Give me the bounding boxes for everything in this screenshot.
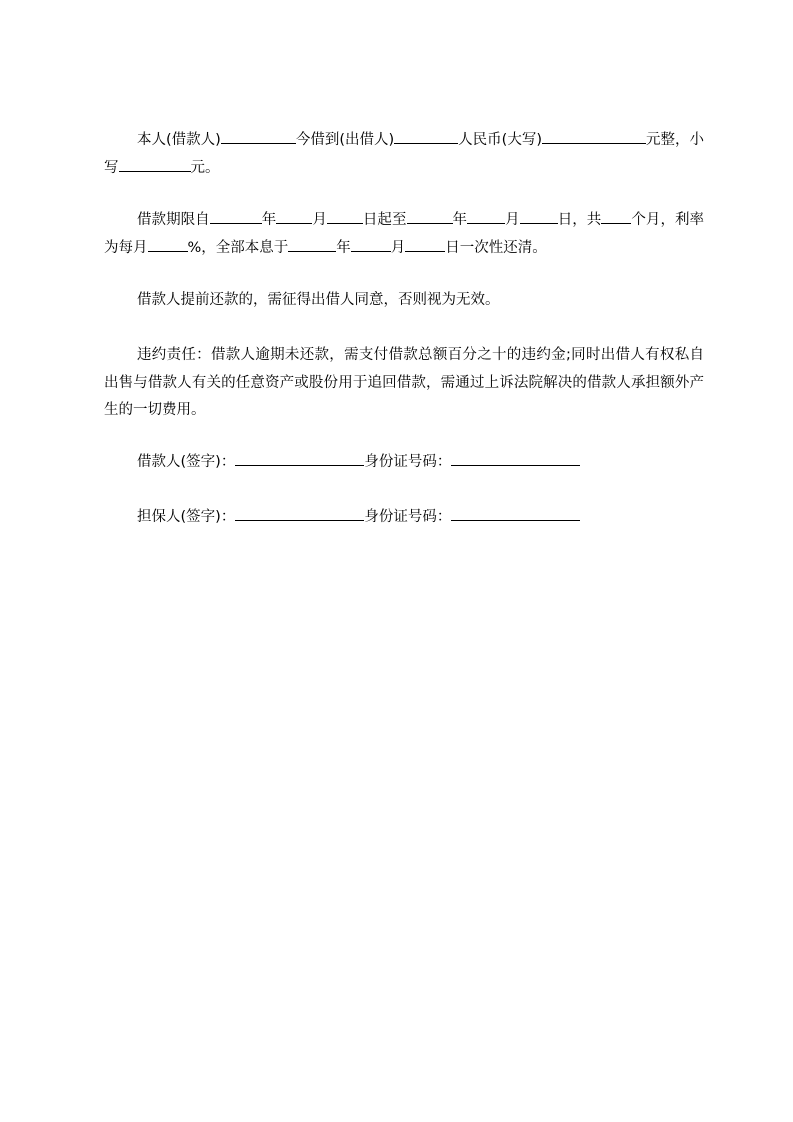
monthly-rate-label: 个月，利率为每月 — [104, 212, 705, 256]
amount-lowercase-blank[interactable] — [119, 157, 191, 172]
repay-date-label: %，全部本息于 — [187, 239, 289, 256]
borrower-label: 本人(借款人) — [137, 132, 221, 148]
repay-month-label: 月 — [390, 239, 406, 256]
start-year-label: 年 — [261, 212, 277, 228]
borrower-name-blank[interactable] — [221, 129, 296, 144]
yuan-suffix: 元。 — [190, 159, 220, 176]
amount-uppercase-blank[interactable] — [542, 129, 646, 144]
end-day-blank[interactable] — [520, 209, 558, 224]
lender-label: 今借到(出借人) — [295, 132, 395, 148]
borrower-id-label: 身份证号码： — [364, 454, 452, 470]
guarantor-signature-line — [104, 504, 704, 532]
total-months-label: 日，共 — [557, 212, 602, 228]
repay-year-blank[interactable] — [288, 237, 336, 252]
total-months-blank[interactable] — [601, 209, 631, 224]
start-month-label: 月 — [312, 212, 327, 228]
start-day-blank[interactable] — [327, 209, 363, 224]
end-month-blank[interactable] — [467, 209, 505, 224]
guarantor-signature-blank[interactable] — [235, 506, 364, 521]
term-from-label: 借款期限自 — [137, 212, 210, 228]
borrower-id-blank[interactable] — [451, 451, 580, 466]
end-year-blank[interactable] — [407, 209, 453, 224]
amount-lowercase-label: 元整，小写 — [104, 132, 704, 176]
breach-liability-paragraph: 违约责任：借款人逾期未还款，需支付借款总额百分之十的违约金;同时出借人有权私自出售与借款人有关的任意资产或股份用于追回借款，需通过上诉法院解决的借款人承担额外产生的一切费用。 — [104, 347, 704, 418]
borrower-signature-line — [104, 449, 704, 477]
end-year-label: 年 — [452, 212, 468, 228]
loan-amount-paragraph — [104, 127, 704, 182]
term-to-label: 日起至 — [362, 212, 407, 228]
guarantor-id-label: 身份证号码： — [364, 509, 452, 525]
repay-month-blank[interactable] — [351, 237, 391, 252]
start-year-blank[interactable] — [210, 209, 262, 224]
monthly-rate-blank[interactable] — [148, 237, 188, 252]
end-month-label: 月 — [505, 212, 520, 228]
borrower-signature-blank[interactable] — [235, 451, 364, 466]
repay-day-blank[interactable] — [405, 237, 445, 252]
loan-term-paragraph — [104, 207, 704, 262]
repay-day-label: 日一次性还清。 — [445, 239, 547, 256]
amount-uppercase-label: 人民币(大写) — [458, 132, 542, 148]
lender-name-blank[interactable] — [394, 129, 458, 144]
guarantor-id-blank[interactable] — [451, 506, 580, 521]
borrower-signature-label: 借款人(签字)： — [137, 454, 236, 470]
repay-year-label: 年 — [336, 239, 351, 256]
guarantor-signature-label: 担保人(签字)： — [137, 509, 236, 525]
early-repayment-paragraph: 借款人提前还款的，需征得出借人同意，否则视为无效。 — [137, 292, 500, 308]
start-month-blank[interactable] — [276, 209, 312, 224]
